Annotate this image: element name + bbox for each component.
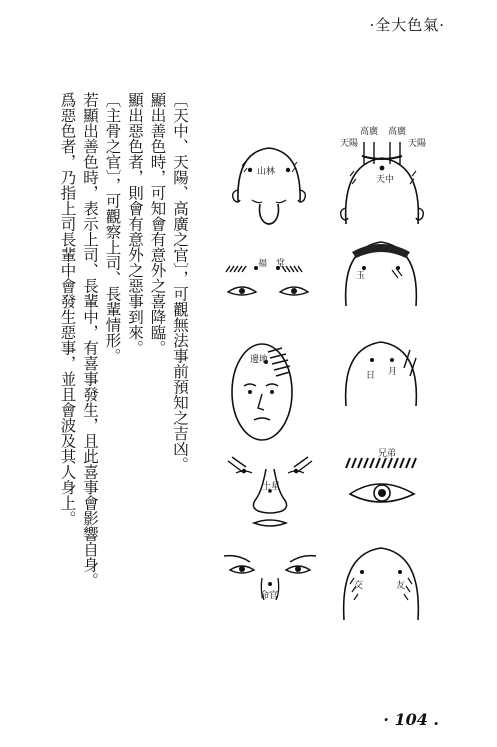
page-number: · 104 . [383,710,439,729]
forehead-yu-figure [336,234,426,314]
label-tianyang-left: 天陽 [340,139,359,149]
face-bianbi-figure [220,338,310,446]
label-yue: 月 [388,367,398,377]
paragraph: 〔主骨之官〕，可觀察上司、長輩情形。 [103,92,122,364]
label-gaoguang-left: 高廣 [360,127,379,137]
label-tianzhong: 天中 [376,175,395,185]
paragraph: 若顯出善色時，表示上司、長輩中，有喜事發生，且此喜事會影響自身。 [81,92,99,588]
label-shanlin: 山林 [257,167,276,177]
paragraph: 〔天中、天陽、高廣之官〕，可觀無法事前預知之吉凶。 [171,92,189,472]
label-jiao: 交 [354,581,364,591]
forehead-jiaoyou-figure [334,540,428,626]
label-you: 友 [396,581,406,591]
label-bianbi: 邊地 [250,355,269,365]
eyes-mingguan-figure [220,548,320,610]
paragraph: 顯出善色時，可知會有意外之喜降臨。 [148,92,167,356]
label-mingguan: 命官 [260,591,279,601]
forehead-riyue-figure [336,334,426,414]
label-tianyang-right: 天陽 [408,139,427,149]
label-yu: 玉 [356,271,366,281]
forehead-tianzhong-figure [332,120,432,234]
paragraph: 顯出惡色者，則會有意外之惡事到來。 [126,92,144,356]
label-tuxing: 土星 [262,482,281,492]
label-gaoguang-right: 高廣 [388,127,407,137]
page-header: ·全大色氣· [369,16,445,34]
label-ri: 日 [366,371,376,381]
eye-xiongdi-figure [336,438,436,518]
paragraph: 爲惡色者，乃指上司長輩中會發生惡事，並且會波及其人身上。 [58,92,77,526]
label-xiongdi: 兄弟 [378,449,397,459]
body-text [56,92,191,612]
label-fude: 福 堂 [258,259,286,269]
nose-tuxing-figure [222,455,318,535]
eyes-fude-figure [220,250,316,304]
forehead-shanlin-figure [228,142,310,232]
